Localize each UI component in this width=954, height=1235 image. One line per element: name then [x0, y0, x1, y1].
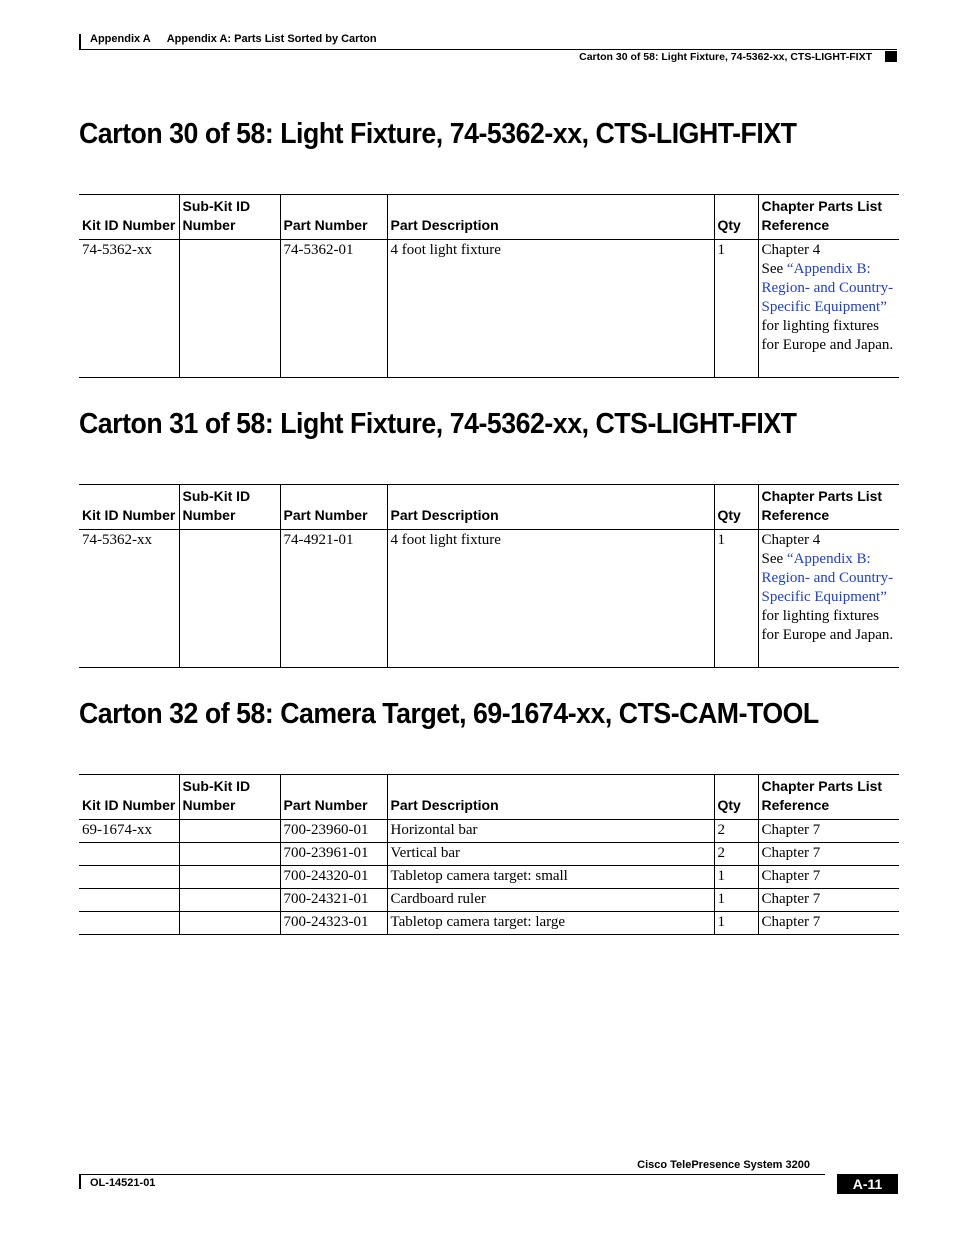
- cell-reference: Chapter 4 See “Appendix B: Region- and Country-Specific Equipment” for lighting fixtures for Europe and Japan.: [758, 530, 899, 668]
- col-part-number: Part Number: [280, 485, 387, 530]
- col-qty: Qty: [714, 485, 758, 530]
- cell-qty: 2: [714, 843, 758, 866]
- cell-part-number: 700-24323-01: [280, 912, 387, 935]
- cell-part-number: 700-23960-01: [280, 820, 387, 843]
- col-part-description: Part Description: [387, 195, 714, 240]
- cell-subkit-id: [179, 843, 280, 866]
- table-row: [79, 530, 899, 668]
- cell-subkit-id: [179, 530, 280, 668]
- cell-qty: 1: [714, 912, 758, 935]
- col-kit-id: Kit ID Number: [82, 217, 176, 233]
- cell-kit-id: [79, 843, 179, 866]
- footer-doc-number: OL-14521-01: [90, 1177, 156, 1189]
- table-row: [79, 912, 899, 935]
- cell-part-description: Tabletop camera target: small: [387, 866, 714, 889]
- parts-table-carton-30: [79, 194, 899, 378]
- footer-product-title: Cisco TelePresence System 3200: [637, 1159, 810, 1171]
- header-left-bar: [79, 34, 81, 50]
- col-reference: Chapter Parts List Reference: [758, 485, 899, 530]
- col-kit-id: Kit ID Number: [82, 797, 176, 813]
- cell-kit-id: [79, 866, 179, 889]
- cell-subkit-id: [179, 820, 280, 843]
- col-qty: Qty: [714, 775, 758, 820]
- col-part-number: Part Number: [280, 775, 387, 820]
- col-qty: Qty: [714, 195, 758, 240]
- col-subkit-id: Sub-Kit ID Number: [179, 485, 280, 530]
- section-title-carton-30: Carton 30 of 58: Light Fixture, 74-5362-xx, CTS-LIGHT-FIXT: [79, 118, 797, 150]
- header-section: Appendix A: [90, 33, 151, 45]
- cell-part-number: 700-24321-01: [280, 889, 387, 912]
- table-header-row: [79, 775, 899, 820]
- cell-part-description: Tabletop camera target: large: [387, 912, 714, 935]
- table-header-row: [79, 485, 899, 530]
- section-title-carton-31: Carton 31 of 58: Light Fixture, 74-5362-xx, CTS-LIGHT-FIXT: [79, 408, 797, 440]
- cell-part-description: 4 foot light fixture: [387, 530, 714, 668]
- table-row: [79, 866, 899, 889]
- page-number: A-11: [837, 1174, 898, 1194]
- footer-left-bar: [79, 1175, 81, 1189]
- cell-qty: 1: [714, 866, 758, 889]
- header-rule: [79, 49, 897, 50]
- appendix-b-link[interactable]: “Appendix B: Region- and Country-Specific Equipment”: [761, 261, 894, 315]
- col-reference: Chapter Parts List Reference: [758, 195, 899, 240]
- parts-table-carton-31: [79, 484, 899, 668]
- table-row: [79, 820, 899, 843]
- cell-part-number: 74-5362-01: [280, 240, 387, 378]
- cell-reference: Chapter 7: [758, 889, 899, 912]
- cell-part-number: 700-23961-01: [280, 843, 387, 866]
- running-header-title: Carton 30 of 58: Light Fixture, 74-5362-xx, CTS-LIGHT-FIXT: [579, 51, 872, 63]
- table-row: [79, 889, 899, 912]
- parts-table-carton-32: [79, 774, 899, 935]
- running-header-left: [90, 33, 377, 45]
- cell-subkit-id: [179, 912, 280, 935]
- table-row: [79, 240, 899, 378]
- cell-part-description: 4 foot light fixture: [387, 240, 714, 378]
- cell-qty: 2: [714, 820, 758, 843]
- cell-reference: Chapter 4 See “Appendix B: Region- and Country-Specific Equipment” for lighting fixtures for Europe and Japan.: [758, 240, 899, 378]
- cell-reference: Chapter 7: [758, 912, 899, 935]
- cell-part-description: Cardboard ruler: [387, 889, 714, 912]
- header-marker: [885, 51, 897, 62]
- cell-kit-id: [79, 889, 179, 912]
- cell-part-description: Horizontal bar: [387, 820, 714, 843]
- cell-reference: Chapter 7: [758, 820, 899, 843]
- cell-part-number: 700-24320-01: [280, 866, 387, 889]
- section-title-carton-32: Carton 32 of 58: Camera Target, 69-1674-xx, CTS-CAM-TOOL: [79, 698, 819, 730]
- appendix-b-link[interactable]: “Appendix B: Region- and Country-Specific Equipment”: [761, 551, 894, 605]
- cell-qty: 1: [714, 240, 758, 378]
- col-kit-id: Kit ID Number: [82, 507, 176, 523]
- cell-subkit-id: [179, 889, 280, 912]
- col-subkit-id: Sub-Kit ID Number: [179, 195, 280, 240]
- footer-rule: [79, 1174, 825, 1175]
- col-subkit-id: Sub-Kit ID Number: [179, 775, 280, 820]
- table-header-row: [79, 195, 899, 240]
- cell-kit-id: [79, 912, 179, 935]
- col-reference: Chapter Parts List Reference: [758, 775, 899, 820]
- cell-reference: Chapter 7: [758, 843, 899, 866]
- cell-subkit-id: [179, 240, 280, 378]
- cell-kit-id: 74-5362-xx: [82, 242, 152, 258]
- header-chapter: Appendix A: Parts List Sorted by Carton: [166, 33, 377, 45]
- cell-part-number: 74-4921-01: [280, 530, 387, 668]
- col-part-number: Part Number: [280, 195, 387, 240]
- cell-kit-id: 74-5362-xx: [82, 532, 152, 548]
- cell-qty: 1: [714, 530, 758, 668]
- cell-part-description: Vertical bar: [387, 843, 714, 866]
- cell-subkit-id: [179, 866, 280, 889]
- table-row: [79, 843, 899, 866]
- cell-reference: Chapter 7: [758, 866, 899, 889]
- cell-kit-id: 69-1674-xx: [82, 822, 152, 838]
- col-part-description: Part Description: [387, 485, 714, 530]
- col-part-description: Part Description: [387, 775, 714, 820]
- cell-qty: 1: [714, 889, 758, 912]
